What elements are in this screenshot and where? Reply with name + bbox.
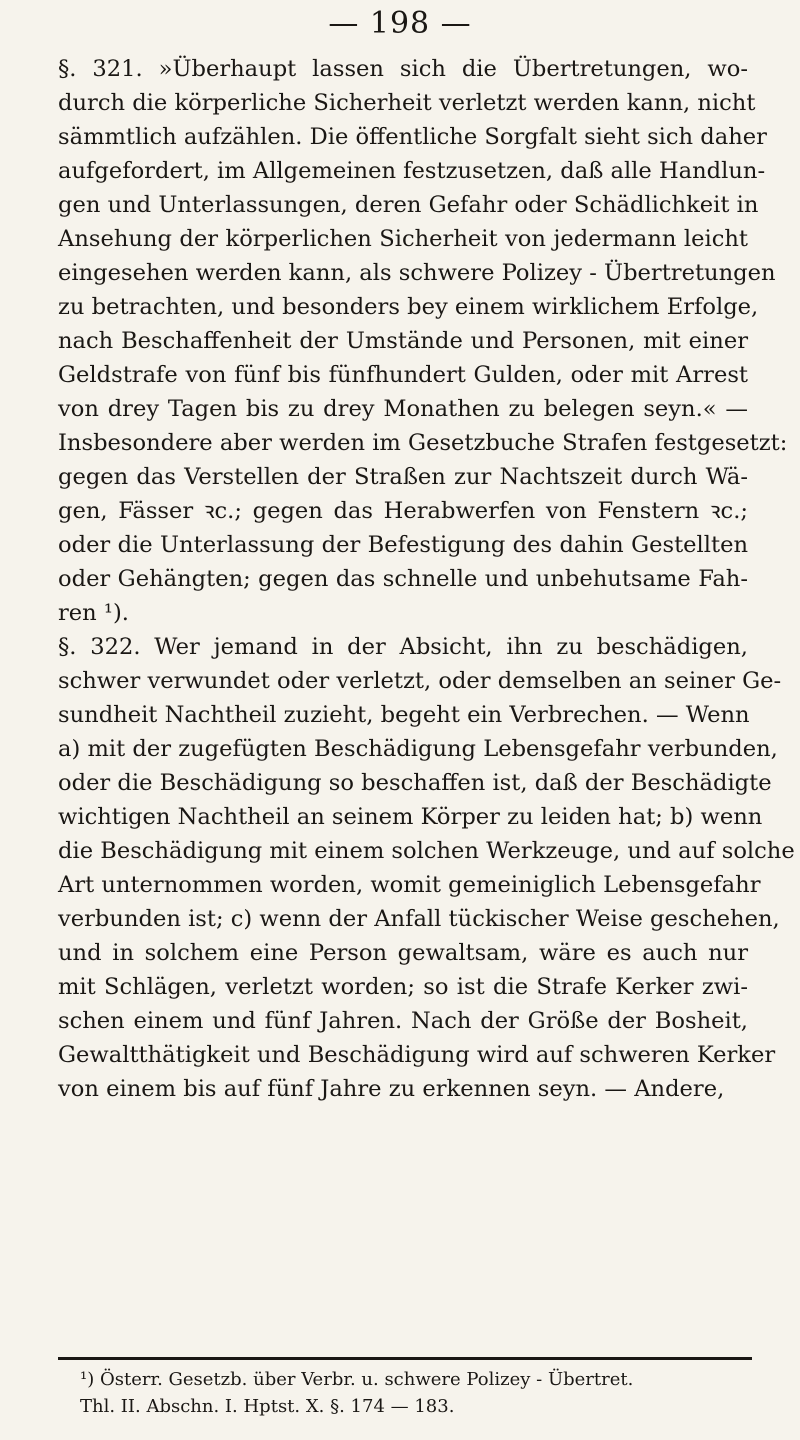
text-line: Geldstrafe von fünf bis fünfhundert Gulden, oder mit Arrest bbox=[58, 362, 748, 388]
text-line: oder Gehängten; gegen das schnelle und unbehutsame Fah- bbox=[58, 566, 748, 592]
text-line: von drey Tagen bis zu drey Monathen zu belegen seyn.« — bbox=[58, 396, 748, 422]
text-line: mit Schlägen, verletzt worden; so ist die Strafe Kerker zwi- bbox=[58, 974, 748, 1000]
text-line: sämmtlich aufzählen. Die öffentliche Sorgfalt sieht sich daher bbox=[58, 124, 767, 150]
footnote-divider bbox=[58, 1357, 752, 1360]
text-line: Insbesondere aber werden im Gesetzbuche Strafen festgesetzt: bbox=[58, 430, 788, 456]
page-number-header: — 198 — bbox=[328, 6, 472, 41]
text-line: Art unternommen worden, womit gemeiniglich Lebensgefahr bbox=[58, 872, 761, 898]
text-line: schwer verwundet oder verletzt, oder demselben an seiner Ge- bbox=[58, 668, 782, 694]
text-line: von einem bis auf fünf Jahre zu erkennen seyn. — Andere, bbox=[58, 1076, 725, 1102]
footnote-line: Thl. II. Abschn. I. Hptst. X. §. 174 — 183. bbox=[80, 1396, 455, 1417]
text-line: durch die körperliche Sicherheit verletzt werden kann, nicht bbox=[58, 90, 756, 116]
text-line: oder die Unterlassung der Befestigung des dahin Gestellten bbox=[58, 532, 748, 558]
text-line: oder die Beschädigung so beschaffen ist, daß der Beschädigte bbox=[58, 770, 772, 796]
text-line: gen, Fässer ꝛc.; gegen das Herabwerfen von Fenstern ꝛc.; bbox=[58, 498, 748, 524]
text-line: sundheit Nachtheil zuzieht, begeht ein Verbrechen. — Wenn bbox=[58, 702, 750, 728]
main-text bbox=[58, 52, 795, 1106]
text-line: Ansehung der körperlichen Sicherheit von jedermann leicht bbox=[58, 226, 748, 252]
text-line: gen und Unterlassungen, deren Gefahr oder Schädlichkeit in bbox=[58, 192, 759, 218]
text-line: schen einem und fünf Jahren. Nach der Größe der Bosheit, bbox=[58, 1008, 748, 1034]
footnote-line: ¹) Österr. Gesetzb. über Verbr. u. schwere Polizey - Übertret. bbox=[80, 1369, 634, 1390]
text-line: die Beschädigung mit einem solchen Werkzeuge, und auf solche bbox=[58, 838, 795, 864]
text-line: Gewaltthätigkeit und Beschädigung wird auf schweren Kerker bbox=[58, 1042, 776, 1068]
text-line: verbunden ist; c) wenn der Anfall tückischer Weise geschehen, bbox=[58, 906, 780, 932]
footnote bbox=[80, 1366, 730, 1420]
text-line: zu betrachten, und besonders bey einem wirklichem Erfolge, bbox=[58, 294, 759, 320]
text-line: und in solchem eine Person gewaltsam, wäre es auch nur bbox=[58, 940, 748, 966]
text-line: wichtigen Nachtheil an seinem Körper zu leiden hat; b) wenn bbox=[58, 804, 763, 830]
text-line: eingesehen werden kann, als schwere Polizey - Übertretungen bbox=[58, 260, 776, 286]
text-line: §. 321. »Überhaupt lassen sich die Übertretungen, wo- bbox=[58, 56, 748, 82]
text-line: aufgefordert, im Allgemeinen festzusetzen, daß alle Handlun- bbox=[58, 158, 766, 184]
text-line: gegen das Verstellen der Straßen zur Nachtszeit durch Wä- bbox=[58, 464, 748, 490]
text-line: ren ¹). bbox=[58, 600, 129, 626]
text-line: nach Beschaffenheit der Umstände und Personen, mit einer bbox=[58, 328, 748, 354]
text-line: §. 322. Wer jemand in der Absicht, ihn zu beschädigen, bbox=[58, 634, 748, 660]
text-line: a) mit der zugefügten Beschädigung Lebensgefahr verbunden, bbox=[58, 736, 778, 762]
